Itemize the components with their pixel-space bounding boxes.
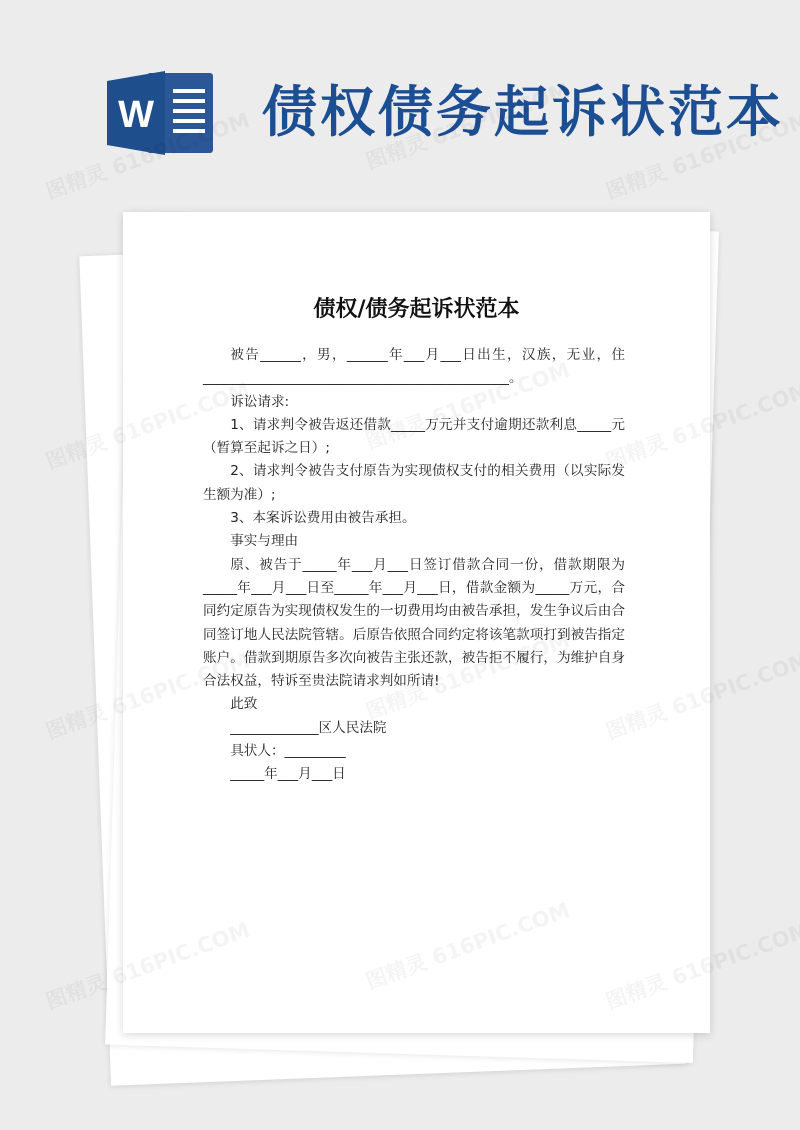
plaintiff-signature-line: 具状人：_________ — [230, 743, 346, 760]
logo-letter: W — [118, 94, 154, 136]
paragraph-salutation: 此致 — [230, 696, 258, 713]
paragraph-defendant-info: 被告______，男，______年___月___日出生，汉族，无业，住_____________________________________________。 — [203, 347, 625, 387]
paragraph-facts-heading: 事实与理由 — [230, 533, 299, 550]
court-line: _____________区人民法院 — [230, 719, 387, 736]
date-line: _____年___月___日 — [230, 766, 346, 783]
paragraph-claims-heading: 诉讼请求: — [230, 393, 290, 410]
paragraph-claim-1: 1、请求判令被告返还借款_____万元并支付逾期还款利息_____元（暂算至起诉之日）; — [203, 416, 625, 457]
document-title: 债权/债务起诉状范本 — [313, 297, 520, 322]
document-body — [203, 344, 625, 787]
paragraph-claim-3: 3、本案诉讼费用由被告承担。 — [230, 510, 416, 527]
document-page — [123, 212, 710, 1033]
paragraph-claim-2: 2、请求判令被告支付原告为实现债权支付的相关费用（以实际发生额为准）; — [203, 463, 625, 503]
word-document-icon — [107, 69, 217, 157]
header-banner — [0, 0, 800, 200]
banner-title: 债权债务起诉状范本 — [262, 80, 785, 144]
paragraph-facts: 原、被告于_____年___月___日签订借款合同一份，借款期限为_____年___月___日至_____年___月___日，借款金额为_____万元，合同约定原告为实现债权发生的一切费用均由被告承担，发生争议后由合同签订地人民法院管辖。后原告依照合同约定将该笔款项打到被告指定账户。借款到期原告多次向被告主张还款，被告拒不履行，为维护自身合法权益，特诉至贵法院请求判如所请! — [203, 556, 625, 690]
